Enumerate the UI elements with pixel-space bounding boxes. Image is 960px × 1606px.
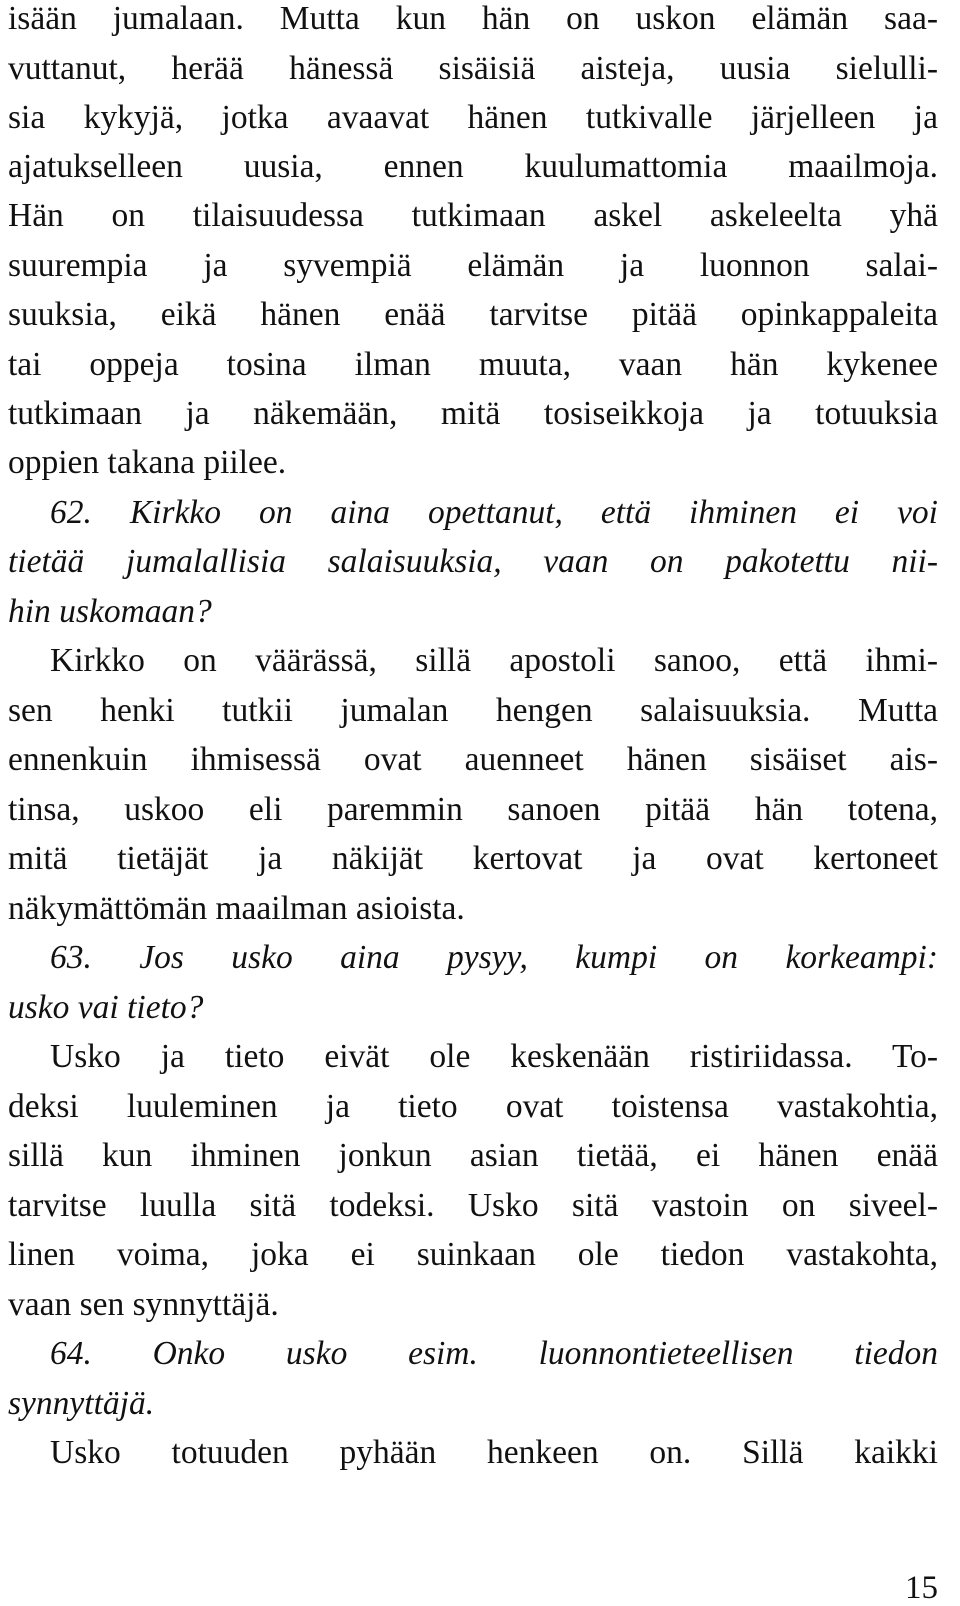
text-line-2: vuttanut, herää hänessä sisäisiä aisteja, uusia sielulli- — [8, 50, 938, 87]
text-line-10: oppien takana piilee. — [8, 444, 287, 481]
text-line-7: suuksia, eikä hänen enää tarvitse pitää opinkappaleita — [8, 296, 938, 333]
page-number: 15 — [905, 1570, 938, 1606]
answer-64-line-1: Usko totuuden pyhään henkeen on. Sillä kaikki — [50, 1434, 938, 1471]
answer-63-line-3: sillä kun ihminen jonkun asian tietää, ei hänen enää — [8, 1137, 938, 1174]
answer-63-line-1: Usko ja tieto eivät ole keskenään ristiriidassa. To- — [50, 1038, 938, 1075]
text-line-4: ajatukselleen uusia, ennen kuulumattomia maailmoja. — [8, 148, 938, 185]
answer-62-line-6: näkymättömän maailman asioista. — [8, 890, 465, 927]
text-line-6: suurempia ja syvempiä elämän ja luonnon salai- — [8, 247, 938, 284]
text-line-8: tai oppeja tosina ilman muuta, vaan hän kykenee — [8, 346, 938, 383]
question-62-line-2: tietää jumalallisia salaisuuksia, vaan on pakotettu nii- — [8, 543, 938, 580]
question-63-line-1: 63. Jos usko aina pysyy, kumpi on korkeampi: — [50, 939, 938, 976]
text-line-3: sia kykyjä, jotka avaavat hänen tutkivalle järjelleen ja — [8, 99, 938, 136]
answer-62-line-2: sen henki tutkii jumalan hengen salaisuuksia. Mutta — [8, 692, 938, 729]
answer-63-line-5: linen voima, joka ei suinkaan ole tiedon vastakohta, — [8, 1236, 938, 1273]
answer-63-line-6: vaan sen synnyttäjä. — [8, 1286, 279, 1323]
answer-63-line-2: deksi luuleminen ja tieto ovat toistensa vastakohtia, — [8, 1088, 938, 1125]
text-line-5: Hän on tilaisuudessa tutkimaan askel askeleelta yhä — [8, 197, 938, 234]
question-64-line-1: 64. Onko usko esim. luonnontieteellisen tiedon — [50, 1335, 938, 1372]
answer-62-line-3: ennenkuin ihmisessä ovat auenneet hänen sisäiset ais- — [8, 741, 938, 778]
question-62-line-3: hin uskomaan? — [8, 593, 212, 630]
text-line-1: isään jumalaan. Mutta kun hän on uskon elämän saa- — [8, 0, 938, 37]
answer-62-line-1: Kirkko on väärässä, sillä apostoli sanoo, että ihmi- — [50, 642, 938, 679]
question-63-line-2: usko vai tieto? — [8, 989, 204, 1026]
question-64-line-2: synnyttäjä. — [8, 1385, 155, 1422]
question-62-line-1: 62. Kirkko on aina opettanut, että ihminen ei voi — [50, 494, 938, 531]
answer-62-line-5: mitä tietäjät ja näkijät kertovat ja ovat kertoneet — [8, 840, 938, 877]
text-line-9: tutkimaan ja näkemään, mitä tosiseikkoja ja totuuksia — [8, 395, 938, 432]
answer-63-line-4: tarvitse luulla sitä todeksi. Usko sitä vastoin on siveel- — [8, 1187, 938, 1224]
answer-62-line-4: tinsa, uskoo eli paremmin sanoen pitää hän totena, — [8, 791, 938, 828]
